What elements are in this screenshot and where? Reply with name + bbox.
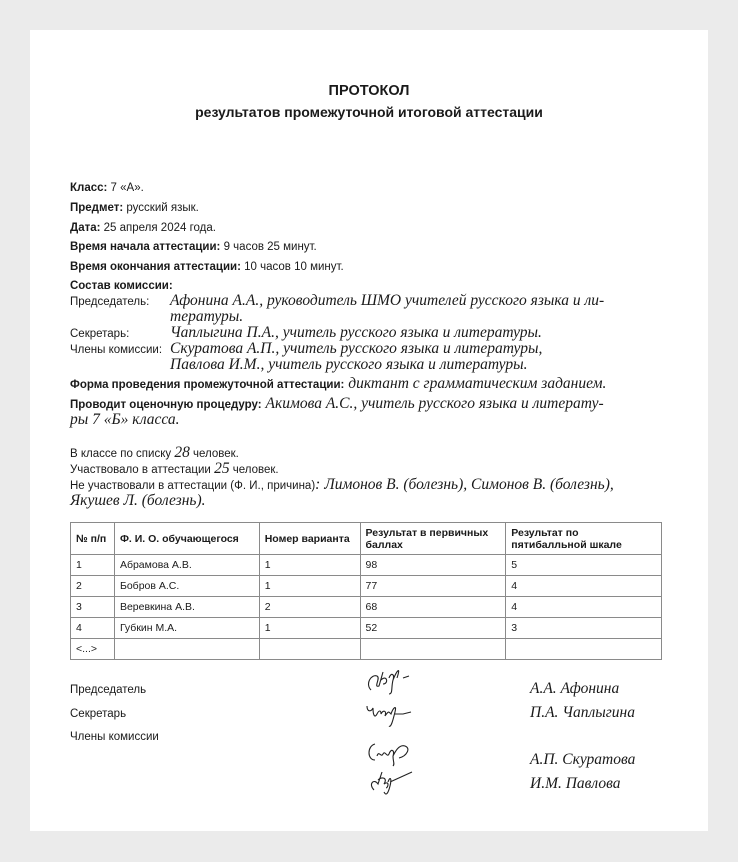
document-title: ПРОТОКОЛ (328, 83, 410, 99)
sig-member2-name: И.М. Павлова (530, 775, 621, 792)
field-value: 9 часов 25 минут. (220, 241, 317, 253)
attendance-absent-prefix: Не участвовали в аттестации (Ф. И., причина) (70, 480, 316, 492)
attendance-listed-suffix: человек. (189, 448, 239, 460)
col-header-number: № п/п (71, 523, 115, 555)
attendance-participated-suffix: человек. (229, 464, 279, 476)
cell-grade (506, 639, 662, 660)
field-label: Класс: (70, 182, 108, 194)
cell-name: Веревкина А.В. (114, 597, 259, 618)
field-value: 10 часов 10 минут. (240, 261, 344, 273)
cell-number: 4 (71, 618, 115, 639)
sig-members-label: Члены комиссии (70, 731, 159, 743)
cell-number: 1 (71, 555, 115, 576)
table-row-ellipsis (71, 639, 662, 660)
document-subtitle: результатов промежуточной итоговой аттестации (195, 104, 543, 120)
form-value: диктант с грамматическим заданием. (344, 375, 607, 392)
field-label: Дата: (70, 222, 101, 234)
chair-value-line2: тературы. (170, 308, 244, 325)
cell-number: <...> (71, 639, 115, 660)
attendance-listed-prefix: В классе по списку (70, 448, 175, 460)
cell-primary-score (360, 639, 506, 660)
secretary-signature-icon (363, 698, 423, 730)
cell-primary-score: 52 (360, 618, 506, 639)
sig-secretary-name: П.А. Чаплыгина (530, 704, 635, 721)
commission-heading: Состав комиссии: (70, 280, 173, 292)
document-page (30, 30, 708, 831)
sig-member1-name: А.П. Скуратова (530, 751, 636, 768)
attendance-absent-line2: Якушев Л. (болезнь). (70, 492, 206, 509)
table-row (71, 618, 662, 639)
members-label: Члены комиссии: (70, 344, 163, 356)
cell-grade: 3 (506, 618, 662, 639)
col-header-name: Ф. И. О. обучающегося (114, 523, 259, 555)
cell-grade: 4 (506, 597, 662, 618)
field-label: Предмет: (70, 202, 124, 214)
examiner-value-line1: Акимова А.С., учитель русского языка и литерату- (261, 395, 604, 412)
cell-name (114, 639, 259, 660)
cell-name: Абрамова А.В. (114, 555, 259, 576)
sig-chair-name: А.А. Афонина (530, 680, 620, 697)
field-value: 7 «А». (107, 182, 144, 194)
members-value-line2: Павлова И.М., учитель русского языка и литературы. (170, 356, 528, 373)
attendance-listed-count: 28 (174, 444, 190, 461)
field-class (70, 182, 144, 194)
col-header-primary-score: Результат в первичных баллах (360, 523, 506, 555)
member2-signature-icon (368, 768, 428, 798)
results-table (70, 522, 662, 660)
form-field (70, 375, 606, 393)
chair-label: Председатель: (70, 296, 150, 308)
cell-variant: 1 (259, 576, 360, 597)
cell-primary-score: 68 (360, 597, 506, 618)
attendance-absent-line1: : Лимонов В. (болезнь), Симонов В. (болезнь), (315, 476, 614, 493)
field-date (70, 222, 216, 234)
member1-signature-icon (365, 736, 425, 768)
cell-number: 3 (71, 597, 115, 618)
col-header-variant: Номер варианта (259, 523, 360, 555)
table-row (71, 597, 662, 618)
cell-variant (259, 639, 360, 660)
cell-grade: 4 (506, 576, 662, 597)
field-label: Время начала аттестации: (70, 241, 221, 253)
field-subject (70, 202, 199, 214)
cell-primary-score: 77 (360, 576, 506, 597)
cell-variant: 1 (259, 618, 360, 639)
cell-variant: 1 (259, 555, 360, 576)
sig-secretary-label: Секретарь (70, 708, 127, 720)
col-header-grade: Результат по пятибалльной шкале (506, 523, 662, 555)
cell-primary-score: 98 (360, 555, 506, 576)
secretary-value: Чаплыгина П.А., учитель русского языка и литературы. (170, 324, 542, 341)
examiner-value-line2: ры 7 «Б» класса. (70, 411, 180, 428)
cell-grade: 5 (506, 555, 662, 576)
table-row (71, 576, 662, 597)
form-label: Форма проведения промежуточной аттестации: (70, 379, 345, 391)
cell-number: 2 (71, 576, 115, 597)
attendance-participated-count: 25 (214, 460, 230, 477)
field-start-time (70, 241, 317, 253)
table-header-row (71, 523, 662, 555)
field-value: 25 апреля 2024 года. (100, 222, 216, 234)
field-end-time (70, 261, 344, 273)
cell-name: Губкин М.А. (114, 618, 259, 639)
sig-chair-label: Председатель (70, 684, 147, 696)
attendance-participated-prefix: Участвовало в аттестации (70, 464, 215, 476)
chair-signature-icon (363, 664, 423, 696)
cell-variant: 2 (259, 597, 360, 618)
cell-name: Бобров А.С. (114, 576, 259, 597)
chair-value-line1: Афонина А.А., руководитель ШМО учителей русского языка и ли- (170, 292, 605, 309)
table-row (71, 555, 662, 576)
examiner-label: Проводит оценочную процедуру: (70, 399, 262, 411)
field-value: русский язык. (123, 202, 199, 214)
members-value-line1: Скуратова А.П., учитель русского языка и литературы, (170, 340, 543, 357)
field-label: Время окончания аттестации: (70, 261, 241, 273)
secretary-label: Секретарь: (70, 328, 130, 340)
